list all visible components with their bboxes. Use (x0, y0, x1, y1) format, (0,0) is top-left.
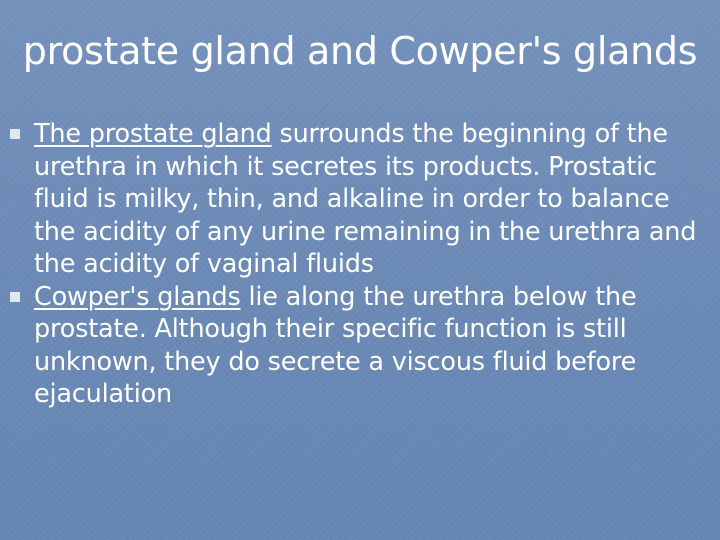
bullet-text: lie along the urethra below the prostate. Although their specific function is still unknown, they do secrete a viscous fluid before ejaculation (34, 281, 637, 409)
bullet-prostate-gland (0, 118, 720, 281)
bullet-term: The prostate gland (34, 119, 272, 149)
square-bullet-icon (10, 292, 20, 302)
slide-title: prostate gland and Cowper's glands (22, 29, 698, 73)
bullet-text: surrounds the beginning of the urethra in which it secretes its products. Prostatic fluid is milky, thin, and alkaline in order to balance the acidity of any urine remaining in the urethra and the acidity of vaginal fluids (34, 119, 697, 279)
square-bullet-icon (10, 129, 20, 139)
bullet-list (0, 118, 720, 411)
bullet-cowpers-glands (0, 281, 720, 411)
bullet-term: Cowper's glands (34, 281, 241, 312)
